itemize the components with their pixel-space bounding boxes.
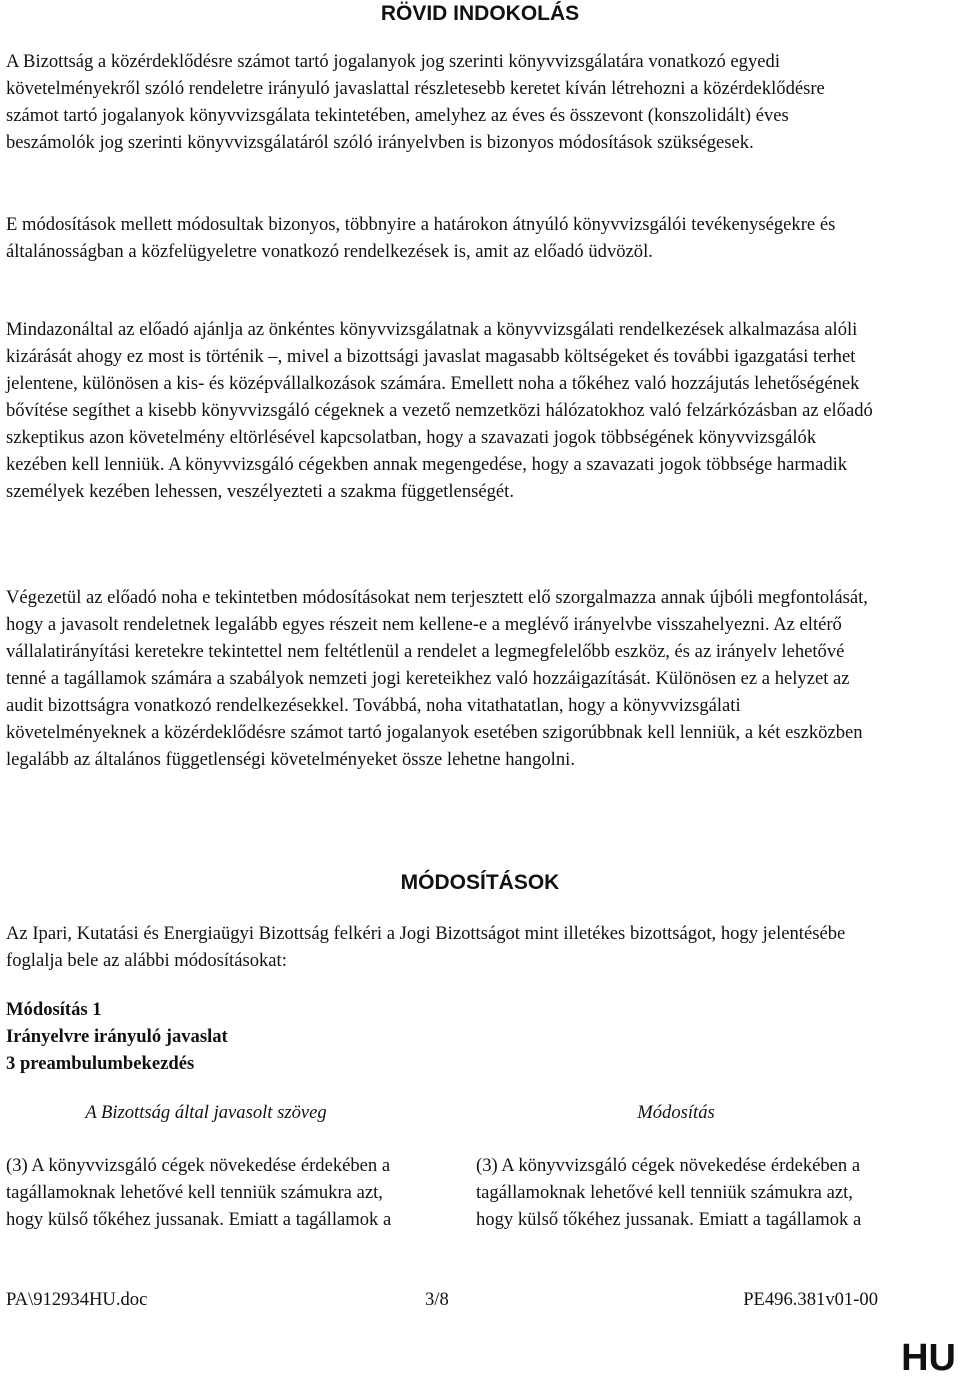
language-code: HU <box>901 1337 956 1379</box>
footer-page-number: 3/8 <box>425 1289 449 1310</box>
amendment-target: Irányelvre irányuló javaslat <box>6 1026 228 1047</box>
paragraph-4: Végezetül az előadó noha e tekintetben módosításokat nem terjesztett elő szorgalmazza annak újbóli megfontolását, hogy a javasolt rendeletnek legalább egyes részeit nem kellene-e a meglévő irányelvbe visszahelyezni. Az eltérő vállalatirányítási keretekre tekintettel nem feltétlenül a rendelet a legmegfelelőbb eszköz, és az irányelv lehetővé tenné a tagállamok számára a szabályok nemzeti jogi kereteikhez való hozzáigazítását. Különösen ez a helyzet az audit bizottságra vonatkozó rendelkezésekkel. Továbbá, noha vitathatatlan, hogy a könyvvizsgálati követelményeknek a közérdeklődésre számot tartó jogalanyok esetében szigorúbbnak kell lenniük, a két eszközben legalább az általános függetlenségi követelményeket össze lehetne hangolni. <box>6 587 868 770</box>
footer-doc-ref: PA\912934HU.doc <box>6 1289 148 1310</box>
paragraph-3: Mindazonáltal az előadó ajánlja az önkéntes könyvvizsgálatnak a könyvvizsgálati rendelkezések alkalmazása alóli kizárását ahogy ez most is történik –, mivel a bizottsági javaslat magasabb költségeket és további igazgatási terhet jelentene, különösen a kis- és középvállalkozások számára. Emellett noha a tőkéhez való hozzájutás lehetőségének bővítése segíthet a kisebb könyvvizsgáló cégeknek a vezető nemzetközi hálózatokhoz való felzárkózásban az előadó szkeptikus azon követelmény eltörlésével kapcsolatban, hogy a szavazati jogok többségének könyvvizsgálók kezében kell lenniük. A könyvvizsgáló cégekben annak megengedése, hogy a szavazati jogok többsége harmadik személyek kezében lehessen, veszélyezteti a szakma függetlenségét. <box>6 319 873 502</box>
amendment-recital: 3 preambulumbekezdés <box>6 1053 195 1074</box>
footer-pe-ref: PE496.381v01-00 <box>743 1289 878 1310</box>
section-heading-justification: RÖVID INDOKOLÁS <box>380 2 580 25</box>
amendment-number: Módosítás 1 <box>6 999 102 1020</box>
paragraph-2: E módosítások mellett módosultak bizonyos, többnyire a határokon átnyúló könyvvizsgálói tevékenységekre és általánosságban a közfelügyeletre vonatkozó rendelkezések is, amit az előadó üdvözöl. <box>6 214 836 262</box>
column-title-commission-text: A Bizottság által javasolt szöveg <box>85 1102 327 1123</box>
amendment-text-cell: (3) A könyvvizsgáló cégek növekedése érdekében a tagállamoknak lehetővé kell tenniük számukra azt, hogy külső tőkéhez jussanak. Emiatt a tagállamok a <box>476 1155 862 1230</box>
amendments-intro: Az Ipari, Kutatási és Energiaügyi Bizottság felkéri a Jogi Bizottságot mint illetékes bizottságot, hogy jelentésébe foglalja bele az alábbi módosításokat: <box>6 923 846 971</box>
commission-text-cell: (3) A könyvvizsgáló cégek növekedése érdekében a tagállamoknak lehetővé kell tenniük számukra azt, hogy külső tőkéhez jussanak. Emiatt a tagállamok a <box>6 1155 392 1230</box>
column-title-amendment: Módosítás <box>637 1102 715 1123</box>
section-heading-amendments: MÓDOSÍTÁSOK <box>400 871 560 894</box>
paragraph-1: A Bizottság a közérdeklődésre számot tartó jogalanyok jog szerinti könyvvizsgálatára vonatkozó egyedi követelményekről szóló rendeletre irányuló javaslattal részletesebb keretet kíván létrehozni a közérdeklődésre számot tartó jogalanyok könyvvizsgálata tekintetében, amelyhez az éves és összevont (konszolidált) éves beszámolók jog szerinti könyvvizsgálatáról szóló irányelvben is bizonyos módosítások szükségesek. <box>6 51 825 153</box>
